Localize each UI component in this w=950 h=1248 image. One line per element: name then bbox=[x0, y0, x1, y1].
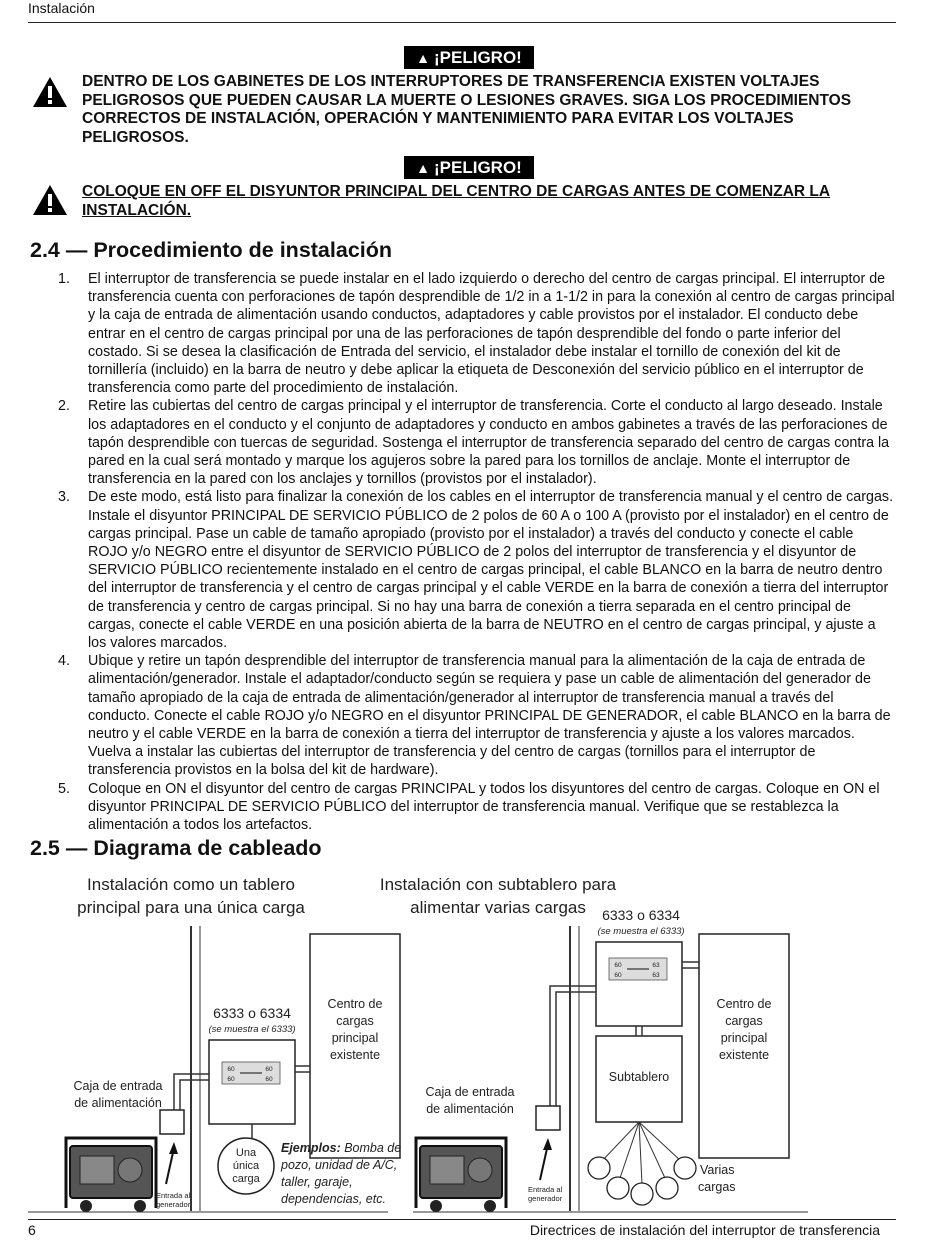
diagram-left-panel bbox=[28, 875, 401, 1212]
load-center-label: Centro de bbox=[327, 997, 383, 1011]
conduit bbox=[556, 992, 596, 1106]
breaker-label: 60 bbox=[614, 972, 622, 979]
danger-label-2 bbox=[404, 156, 534, 179]
examples-text bbox=[281, 1141, 401, 1155]
warning-triangle-icon bbox=[32, 184, 68, 216]
load-circle bbox=[607, 1177, 629, 1199]
load-wire bbox=[639, 1122, 665, 1178]
single-load-label: carga bbox=[232, 1173, 260, 1185]
inlet-label: Caja de entrada bbox=[425, 1085, 515, 1099]
load-center-label: Centro de bbox=[716, 997, 772, 1011]
breaker-label: 60 bbox=[265, 1066, 273, 1073]
generator-inlet-label: Entrada al bbox=[528, 1185, 563, 1194]
transfer-switch-box bbox=[596, 942, 682, 1026]
running-header: Instalación bbox=[28, 0, 95, 16]
load-center-label: existente bbox=[329, 1048, 381, 1062]
breaker-label: 60 bbox=[614, 962, 622, 969]
generator-inlet-label: generador bbox=[156, 1200, 191, 1209]
examples-line: Bomba de bbox=[340, 1141, 402, 1155]
list-item bbox=[28, 270, 896, 397]
step-number: 5. bbox=[58, 780, 70, 797]
switch-model-label: 6333 o 6334 bbox=[602, 907, 680, 923]
step-number: 2. bbox=[58, 398, 70, 415]
step-number: 3. bbox=[58, 489, 70, 506]
inlet-box bbox=[536, 1106, 560, 1130]
list-item bbox=[28, 780, 896, 835]
step-text: El interruptor de transferencia se puede instalar en el lado izquierdo o derecho del centro de cargas principal. El interruptor de transferencia cuenta con perforaciones de tapón desprendible de 1/2 in a 1-1/2 in para la conexión al centro de cargas principal y la caja de entrada de alimentación usando conductos, adaptadores y cable provistos por el instalador. El conducto debe entrar en el centro de cargas principal por una de las perforaciones de tapón desprendible del fondo o parte inferior del costado. Si se desea la clasificación de Entrada del servicio, el instalador debe instalar el tornillo de conexión del kit de tornillería (incluido) en la barra de neutro y debe aplicar la etiqueta de Desconexión del servicio público en el interruptor de transferencia como parte del procedimiento de instalación. bbox=[88, 271, 895, 397]
danger-label-text: ¡PELIGRO! bbox=[434, 158, 522, 177]
inlet-label: de alimentación bbox=[426, 1102, 514, 1116]
switch-model-label: 6333 o 6334 bbox=[213, 1005, 291, 1021]
step-text: Coloque en ON el disyuntor del centro de cargas PRINCIPAL y todos los disyuntores del centro de cargas. Coloque en ON el disyuntor PRINCIPAL DE SERVICIO PÚBLICO del interruptor de transferencia manual. Verifique que se restablezca la alimentación a todos los artefactos. bbox=[88, 780, 880, 834]
arrow-head bbox=[169, 1142, 178, 1154]
list-item bbox=[28, 488, 896, 652]
load-center-label: cargas bbox=[336, 1014, 374, 1028]
loads-label: Varias bbox=[700, 1163, 735, 1177]
diagram-right-title-2: alimentar varias cargas bbox=[410, 898, 586, 917]
header-rule bbox=[28, 22, 896, 23]
section-heading-wiring-diagram: 2.5 — Diagrama de cableado bbox=[30, 836, 322, 860]
breaker-label: 60 bbox=[227, 1076, 235, 1083]
list-item bbox=[28, 652, 896, 779]
load-circle bbox=[631, 1183, 653, 1205]
step-text: Ubique y retire un tapón desprendible del interruptor de transferencia manual para la alimentación de la caja de entrada de alimentación/generador. Instale el adaptador/conducto según se requiera y pase un cable de alimentación del generador de tamaño apropiado de la caja de entrada de alimentación/generador al interruptor de transferencia manual a través del conducto. Conecte el cable ROJO y/o NEGRO en el disyuntor PRINCIPAL DE GENERADOR, el cable BLANCO en la barra de neutro y el cable VERDE en la barra de conexión a tierra del interruptor de transferencia y ajuste a los valores marcados. Vuelva a instalar las cubiertas del interruptor de transferencia y del centro de cargas (tornillos para el interruptor de transferencia provistos en la bolsa del kit de hardware). bbox=[88, 653, 891, 779]
diagram-right-title-1: Instalación con subtablero para bbox=[379, 875, 617, 894]
page-number: 6 bbox=[28, 1222, 36, 1238]
inlet-label: Caja de entrada bbox=[73, 1079, 163, 1093]
footer-rule bbox=[28, 1219, 896, 1220]
load-center-label: existente bbox=[718, 1048, 770, 1062]
step-number: 4. bbox=[58, 653, 70, 670]
inlet-label: de alimentación bbox=[74, 1096, 162, 1110]
step-text: De este modo, está listo para finalizar la conexión de los cables en el interruptor de transferencia manual y el centro de cargas. Instale el disyuntor PRINCIPAL DE SERVICIO PÚBLICO de 2 polos de 60 A o 100 A (provisto por el instalador) en el centro de cargas principal. Pase un cable de tamaño apropiado (provisto por el instalador) a través del conducto y conecte el cable ROJO y/o NEGRO entre el disyuntor de SERVICIO PÚBLICO de 2 polos del interruptor de transferencia y el disyuntor de SERVICIO PÚBLICO recientemente instalado en el centro de cargas principal, el cable BLANCO en la barra de neutro dentro del interruptor de transferencia y el centro de cargas principal y el cable VERDE en la barra de conexión a tierra del interruptor de transferencia y centro de cargas principal. Si no hay una barra de conexión a tierra separada en el centro principal de cargas, conecte el cable VERDE en una posición abierta de la barra de NEUTRO en el centro de cargas principal, y ajuste a los valores marcados. bbox=[88, 489, 894, 652]
switch-note-label: (se muestra el 6333) bbox=[208, 1024, 296, 1035]
load-center-label: principal bbox=[720, 1031, 768, 1045]
load-wire bbox=[639, 1122, 642, 1184]
wiring-diagram bbox=[28, 866, 896, 1218]
footer-title: Directrices de instalación del interruptor de transferencia bbox=[529, 1222, 880, 1238]
inlet-box bbox=[160, 1110, 184, 1134]
danger-label-1 bbox=[404, 46, 534, 69]
examples-line: pozo, unidad de A/C, bbox=[281, 1158, 398, 1172]
load-wire bbox=[620, 1122, 639, 1178]
diagram-right-panel bbox=[380, 875, 808, 1212]
breaker-label: 60 bbox=[265, 1076, 273, 1083]
load-center-label: principal bbox=[331, 1031, 379, 1045]
warning-triangle-icon: ▲ bbox=[416, 160, 430, 176]
load-circle bbox=[588, 1157, 610, 1179]
diagram-left-title-2: principal para una única carga bbox=[77, 898, 305, 917]
generator-inlet-label: generador bbox=[528, 1194, 563, 1203]
list-item bbox=[28, 397, 896, 488]
examples-bold: Ejemplos: bbox=[281, 1141, 341, 1155]
load-wire bbox=[639, 1122, 682, 1162]
warning-triangle-icon: ▲ bbox=[416, 50, 430, 66]
arrow-head bbox=[543, 1138, 552, 1150]
subpanel-label: Subtablero bbox=[608, 1070, 670, 1084]
breaker-label: 63 bbox=[652, 962, 660, 969]
load-center-box bbox=[699, 934, 789, 1158]
examples-line: dependencias, etc. bbox=[281, 1192, 386, 1206]
step-text: Retire las cubiertas del centro de cargas principal y el interruptor de transferencia. Corte el conducto al largo deseado. Instale los adaptadores en el conducto y el conjunto de adaptadores y conducto en ambos gabinetes a través de las perforaciones de tapón desprendible con tuercas de seguridad. Sostenga el interruptor de transferencia separado del centro de cargas contra la pared en la cual será montado y marque los agujeros sobre la pared para los tornillos de anclaje. Monte el interruptor de transferencia en la pared con los anclajes y tornillos (provistos por el instalador). bbox=[88, 398, 890, 488]
diagram-left-title-1: Instalación como un tablero bbox=[87, 875, 295, 894]
danger-message-1: DENTRO DE LOS GABINETES DE LOS INTERRUPTORES DE TRANSFERENCIA EXISTEN VOLTAJES PELIGROSOS QUE PUEDEN CAUSAR LA MUERTE O LESIONES GRAVES. SIGA LOS PROCEDIMIENTOS CORRECTOS DE INSTALACIÓN, OPERACIÓN Y MANTENIMIENTO PARA EVITAR LOS VOLTAJES PELIGROSOS. bbox=[82, 73, 852, 146]
load-circle bbox=[656, 1177, 678, 1199]
single-load-label: única bbox=[232, 1160, 260, 1172]
loads-label: cargas bbox=[698, 1180, 736, 1194]
section-heading-installation: 2.4 — Procedimiento de instalación bbox=[30, 238, 393, 262]
load-center-box bbox=[310, 934, 400, 1158]
switch-note-label: (se muestra el 6333) bbox=[597, 926, 685, 937]
load-wire bbox=[601, 1122, 639, 1162]
warning-triangle-icon bbox=[32, 76, 68, 108]
conduit bbox=[180, 1080, 209, 1111]
danger-label-text: ¡PELIGRO! bbox=[434, 48, 522, 67]
load-center-label: cargas bbox=[725, 1014, 763, 1028]
examples-line: taller, garaje, bbox=[281, 1175, 353, 1189]
breaker-label: 60 bbox=[227, 1066, 235, 1073]
generator-inlet-label: Entrada al bbox=[156, 1191, 191, 1200]
single-load-label: Una bbox=[235, 1147, 257, 1159]
generator-icon bbox=[416, 1138, 506, 1212]
step-number: 1. bbox=[58, 271, 70, 287]
breaker-label: 63 bbox=[652, 972, 660, 979]
installation-steps bbox=[28, 270, 896, 834]
generator-icon bbox=[66, 1138, 156, 1212]
conduit bbox=[550, 986, 596, 1106]
danger-message-2: COLOQUE EN OFF EL DISYUNTOR PRINCIPAL DEL CENTRO DE CARGAS ANTES DE COMENZAR LA INSTALACIÓN. bbox=[82, 183, 831, 219]
load-circle bbox=[674, 1157, 696, 1179]
